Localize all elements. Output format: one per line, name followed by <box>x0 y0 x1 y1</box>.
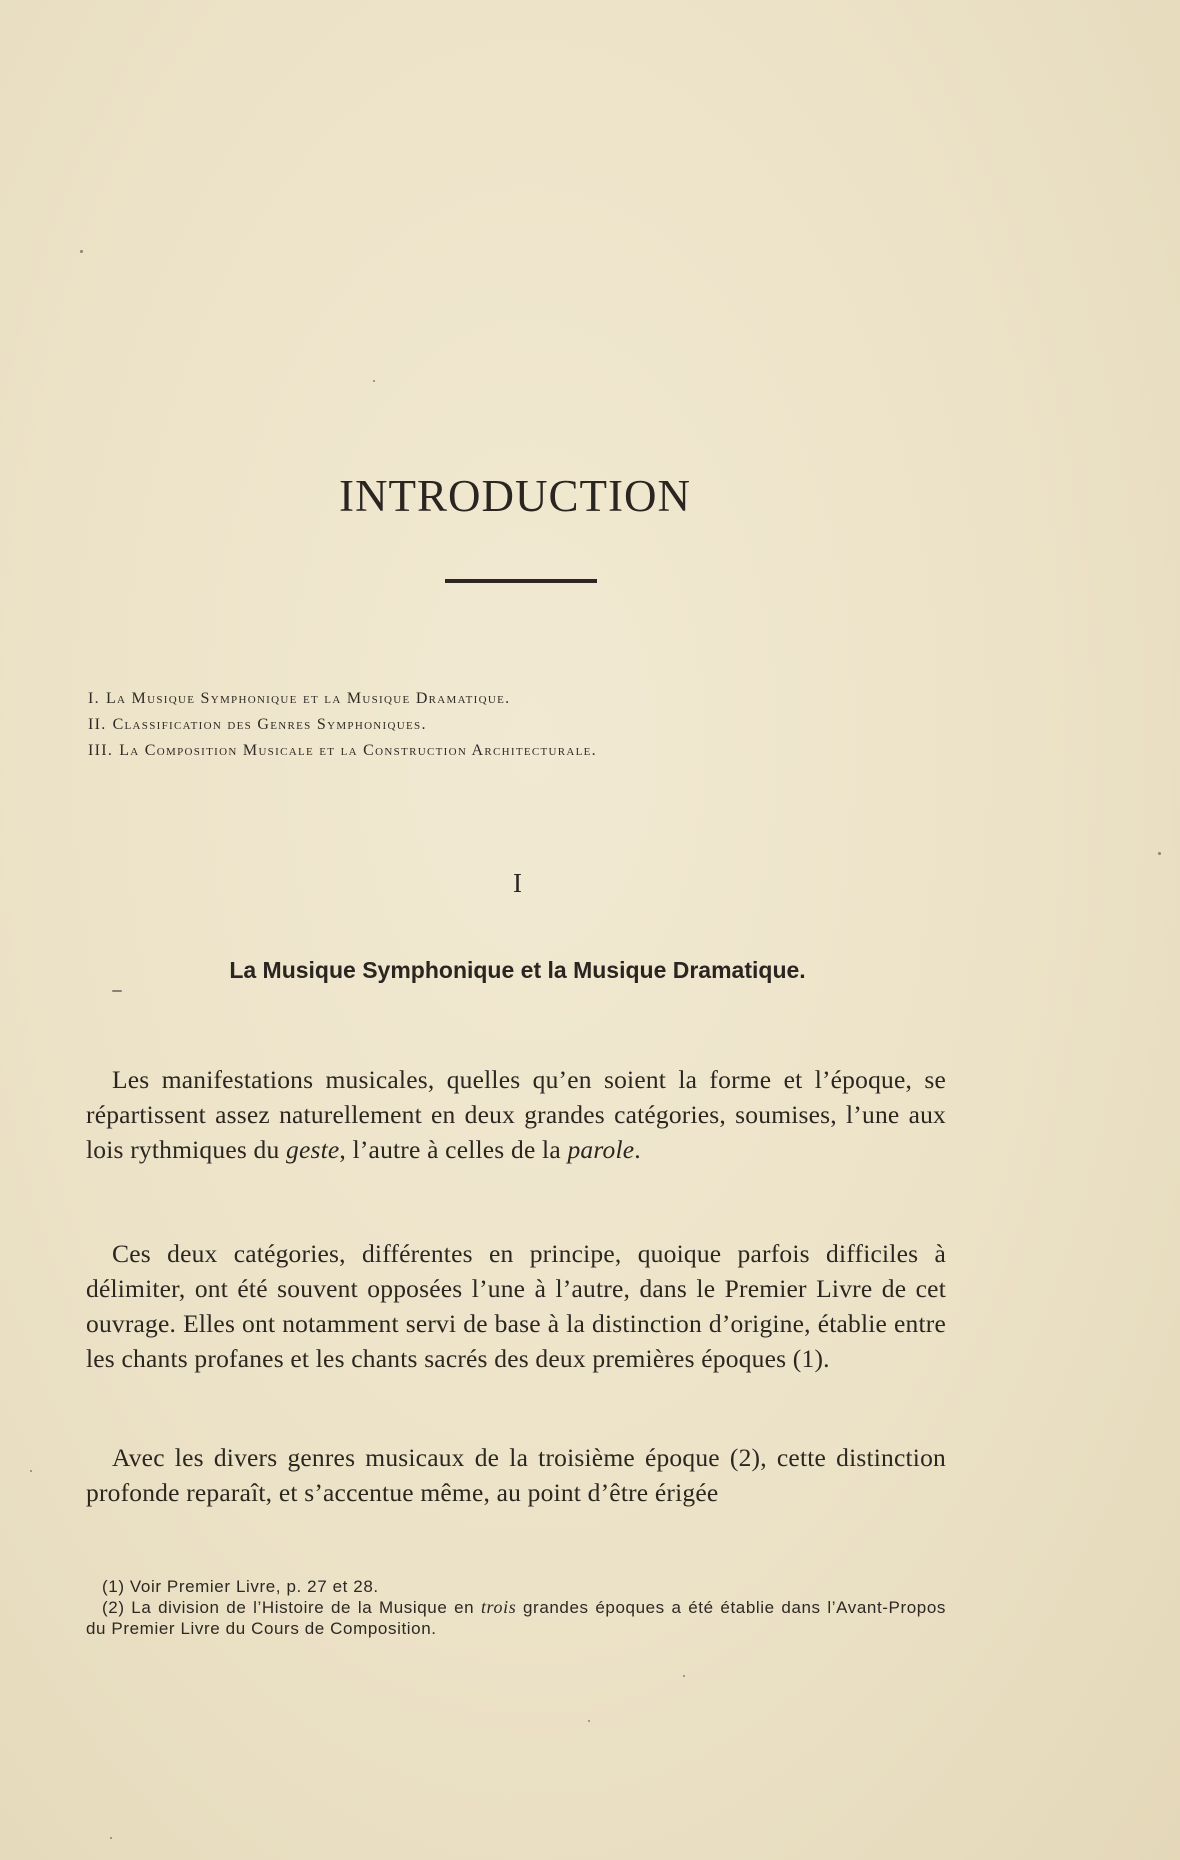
paragraph-text: . <box>634 1135 641 1164</box>
toc-item <box>88 712 597 738</box>
paper-speck <box>1158 852 1161 855</box>
footnote-text: (2) La division de l’Histoire de la Musique en <box>102 1598 481 1617</box>
paper-speck <box>110 1837 112 1839</box>
page-title: INTRODUCTION <box>339 471 691 521</box>
toc-item-number: I. <box>88 690 100 707</box>
toc-item-number: III. <box>88 742 114 759</box>
footnote-text: grandes époques a été établie dans l’Avant-Propos du Premier Livre du Cours de Composition. <box>86 1598 947 1638</box>
toc-item-text: Classification des Genres Symphoniques. <box>112 716 427 733</box>
toc-item <box>88 738 597 764</box>
paragraph-text: , l’autre à celles de la <box>339 1135 568 1164</box>
footnotes <box>86 1576 946 1639</box>
emphasis-text: geste <box>286 1135 340 1164</box>
paragraph-text: Ces deux catégories, différentes en principe, quoique parfois difficiles à délimiter, ont été souvent opposées l’une à l’autre, dans le Premier Livre de cet ouvrage. Elles ont notamment servi de base à la distinction d’origine, établie entre les chants profanes et les chants sacrés des deux premières époques (1). <box>86 1239 946 1373</box>
paper-speck <box>373 380 375 382</box>
footnote-2 <box>86 1597 946 1639</box>
paragraph-2 <box>86 1236 946 1376</box>
footnote-1: (1) Voir Premier Livre, p. 27 et 28. <box>102 1577 379 1596</box>
paper-speck <box>112 990 122 992</box>
section-title: La Musique Symphonique et la Musique Dramatique. <box>229 957 806 983</box>
paragraph-text: Avec les divers genres musicaux de la troisième époque (2), cette distinction profonde reparaît, et s’accentue même, au point d’être érigée <box>86 1443 946 1507</box>
toc-item-number: II. <box>88 716 107 733</box>
table-of-contents <box>88 686 597 764</box>
paragraph-1 <box>86 1062 946 1167</box>
paper-speck <box>30 1470 32 1472</box>
emphasis-text: parole <box>567 1135 635 1164</box>
title-underline-rule <box>445 579 597 583</box>
paper-speck <box>683 1675 685 1677</box>
paragraph-3 <box>86 1440 946 1510</box>
toc-item-text: La Composition Musicale et la Construction Architecturale. <box>119 742 597 759</box>
paper-speck <box>80 250 83 253</box>
paper-speck <box>588 1720 590 1722</box>
paragraph-text: Les manifestations musicales, quelles qu’en soient la forme et l’époque, se répartissent assez naturellement en deux grandes catégories, soumises, l’une aux lois rythmiques du <box>86 1065 946 1164</box>
emphasis-text: trois <box>480 1597 517 1617</box>
toc-item <box>88 686 597 712</box>
toc-item-text: La Musique Symphonique et la Musique Dramatique. <box>105 690 511 707</box>
section-number: I <box>513 868 522 898</box>
